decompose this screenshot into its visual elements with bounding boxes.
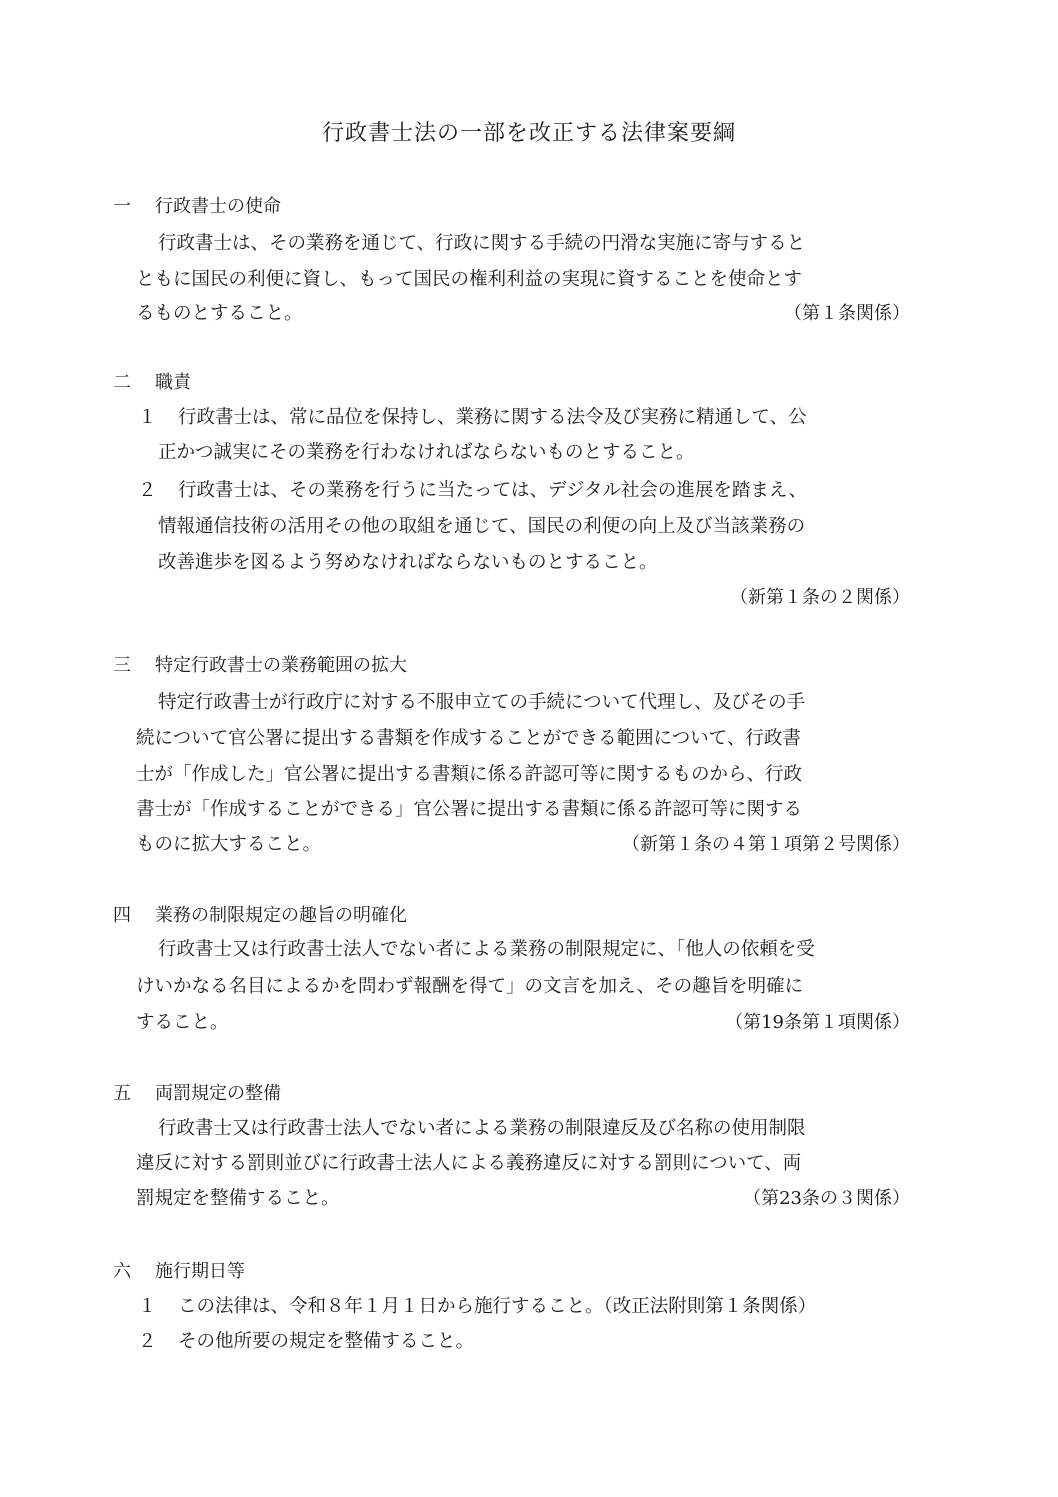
section-2-heading: [113, 370, 191, 396]
item-text: この法律は、令和８年１月１日から施行すること。（改正法附則第１条関係）: [178, 1296, 817, 1317]
section-title: 特定行政書士の業務範囲の拡大: [155, 655, 407, 676]
document-title: 行政書士法の一部を改正する法律案要綱: [321, 121, 736, 146]
paragraph-line: 行政書士は、その業務を通じて、行政に関する手続の円滑な実施に寄与すると: [158, 233, 806, 254]
section-title: 行政書士の使命: [155, 196, 281, 217]
paragraph-line: 行政書士又は行政書士法人でない者による業務の制限規定に、「他人の依頼を受: [158, 939, 815, 960]
section-5-heading: [113, 1081, 281, 1107]
section-6-heading: [113, 1259, 245, 1285]
section-title: 職責: [155, 372, 191, 393]
paragraph-line: 違反に対する罰則並びに行政書士法人による義務違反に対する罰則について、両: [136, 1153, 802, 1174]
section-1-heading: [113, 194, 281, 220]
list-item-line: [138, 405, 807, 431]
list-item-line: [138, 1294, 816, 1320]
item-text: その他所要の規定を整備すること。: [178, 1331, 475, 1352]
section-number: 四: [113, 905, 131, 926]
paragraph-line: ものに拡大すること。: [136, 834, 322, 855]
section-title: 施行期日等: [155, 1261, 245, 1282]
item-number: １: [138, 1296, 157, 1317]
item-number: ２: [138, 1331, 157, 1352]
section-3-heading: [113, 653, 407, 679]
item-text: 行政書士は、その業務を行うに当たっては、デジタル社会の進展を踏まえ、: [178, 480, 808, 501]
paragraph-line: るものとすること。: [136, 303, 303, 324]
paragraph-line: 続について官公署に提出する書類を作成することができる範囲について、行政書: [136, 728, 801, 749]
section-title: 業務の制限規定の趣旨の明確化: [155, 905, 407, 926]
section-number: 二: [113, 372, 131, 393]
section-number: 六: [113, 1261, 131, 1282]
list-item-line: 正かつ誠実にその業務を行わなければならないものとすること。: [158, 442, 695, 463]
section-number: 三: [113, 655, 131, 676]
paragraph-line: けいかなる名目によるかを問わず報酬を得て」の文言を加え、その趣旨を明確に: [136, 976, 804, 997]
item-number: １: [138, 407, 157, 428]
article-reference: （第19条第１項関係）: [725, 1012, 910, 1033]
article-reference: （第１条関係）: [784, 303, 910, 324]
paragraph-line: 書士が「作成することができる」官公署に提出する書類に係る許認可等に関する: [136, 799, 803, 820]
list-item-line: 情報通信技術の活用その他の取組を通じて、国民の利便の向上及び当該業務の: [158, 516, 806, 537]
section-number: 一: [113, 196, 131, 217]
list-item-line: 改善進歩を図るよう努めなければならないものとすること。: [158, 552, 658, 573]
paragraph-line: 罰規定を整備すること。: [136, 1188, 340, 1209]
article-reference: （新第１条の４第１項第２号関係）: [622, 834, 910, 855]
list-item-line: [138, 1329, 474, 1355]
item-number: ２: [138, 480, 157, 501]
section-4-heading: [113, 903, 407, 929]
item-text: 行政書士は、常に品位を保持し、業務に関する法令及び実務に精通して、公: [178, 407, 807, 428]
paragraph-line: すること。: [136, 1012, 229, 1033]
paragraph-line: 行政書士又は行政書士法人でない者による業務の制限違反及び名称の使用制限: [158, 1118, 806, 1139]
paragraph-line: ともに国民の利便に資し、もって国民の権利利益の実現に資することを使命とす: [136, 269, 803, 290]
section-title: 両罰規定の整備: [155, 1083, 281, 1104]
section-number: 五: [113, 1083, 131, 1104]
list-item-line: [138, 478, 807, 504]
article-reference: （第23条の３関係）: [743, 1188, 910, 1209]
paragraph-line: 特定行政書士が行政庁に対する不服申立ての手続について代理し、及びその手: [158, 692, 806, 713]
paragraph-line: 士が「作成した」官公署に提出する書類に係る許認可等に関するものから、行政: [136, 764, 803, 785]
article-reference: （新第１条の２関係）: [730, 587, 910, 608]
